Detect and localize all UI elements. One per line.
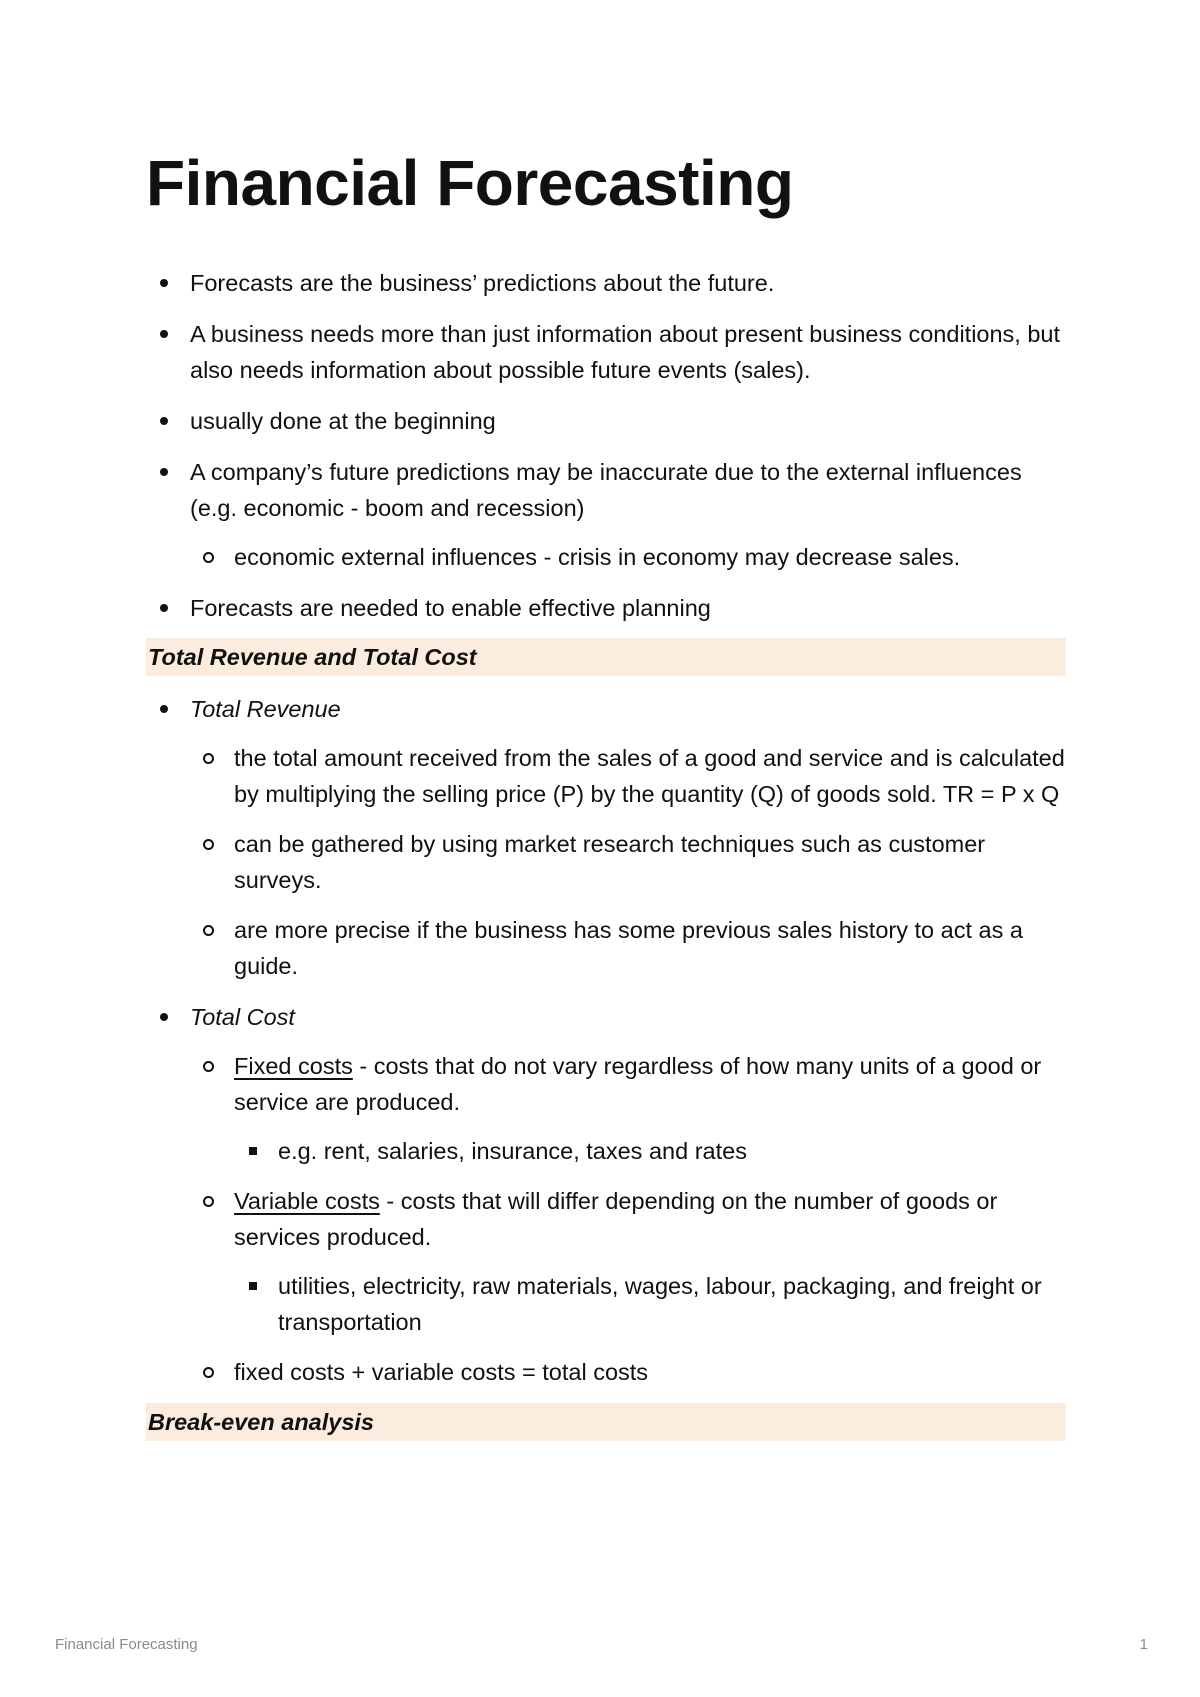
list-item: economic external influences - crisis in economy may decrease sales. bbox=[190, 539, 1066, 575]
sub-sub-list bbox=[234, 1133, 1066, 1169]
section-heading-revenue-cost: Total Revenue and Total Cost bbox=[146, 638, 1066, 676]
list-item: the total amount received from the sales of a good and service and is calculated by multiplying the selling price (P) by the quantity (Q) of goods sold. TR = P x Q bbox=[190, 740, 1066, 812]
list-item-fixed-costs bbox=[190, 1048, 1066, 1169]
total-revenue-label: Total Revenue bbox=[190, 696, 341, 722]
list-item: e.g. rent, salaries, insurance, taxes and rates bbox=[234, 1133, 1066, 1169]
list-item: usually done at the beginning bbox=[146, 403, 1066, 439]
page-title: Financial Forecasting bbox=[146, 147, 794, 219]
list-item-variable-costs bbox=[190, 1183, 1066, 1340]
list-item: Forecasts are needed to enable effective planning bbox=[146, 590, 1066, 626]
list-item: are more precise if the business has some previous sales history to act as a guide. bbox=[190, 912, 1066, 984]
list-item: utilities, electricity, raw materials, wages, labour, packaging, and freight or transportation bbox=[234, 1268, 1066, 1340]
intro-list bbox=[146, 265, 1066, 626]
variable-costs-desc: - costs that will differ depending on the number of goods or services produced. bbox=[234, 1188, 998, 1250]
list-item: can be gathered by using market research techniques such as customer surveys. bbox=[190, 826, 1066, 898]
section-heading-break-even: Break-even analysis bbox=[146, 1403, 1066, 1441]
footer-title: Financial Forecasting bbox=[55, 1636, 198, 1653]
footer-page-number: 1 bbox=[1139, 1636, 1148, 1653]
fixed-costs-term: Fixed costs bbox=[234, 1053, 353, 1079]
list-item: A business needs more than just information about present business conditions, but also needs information about possible future events (sales). bbox=[146, 316, 1066, 388]
document-body bbox=[146, 265, 1066, 1456]
list-item-total-cost bbox=[146, 999, 1066, 1390]
sub-list bbox=[190, 740, 1066, 984]
sub-list bbox=[190, 539, 1066, 575]
list-item-total-revenue bbox=[146, 691, 1066, 984]
list-item-text: A company’s future predictions may be inaccurate due to the external influences (e.g. economic - boom and recession) bbox=[190, 459, 1022, 521]
list-item-formula: fixed costs + variable costs = total costs bbox=[190, 1354, 1066, 1390]
revenue-cost-list bbox=[146, 691, 1066, 1390]
sub-sub-list bbox=[234, 1268, 1066, 1340]
list-item bbox=[146, 454, 1066, 575]
variable-costs-term: Variable costs bbox=[234, 1188, 380, 1214]
sub-list bbox=[190, 1048, 1066, 1390]
total-cost-label: Total Cost bbox=[190, 1004, 295, 1030]
list-item: Forecasts are the business’ predictions about the future. bbox=[146, 265, 1066, 301]
fixed-costs-desc: - costs that do not vary regardless of how many units of a good or service are produced. bbox=[234, 1053, 1042, 1115]
